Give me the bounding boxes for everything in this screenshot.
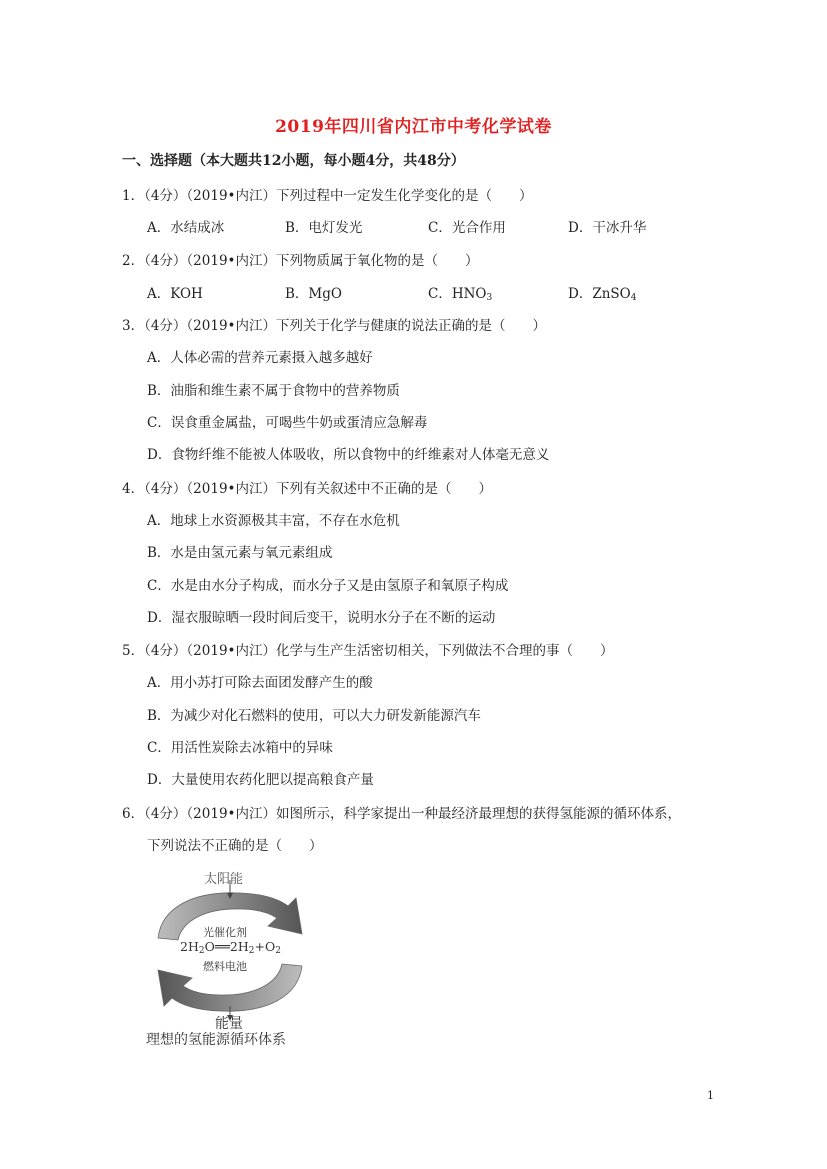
q2-option-c [428,282,492,303]
q4-option-a: A．地球上水资源极其丰富，不存在水危机 [147,513,400,529]
page-title: 2019年四川省内江市中考化学试卷 [275,117,552,137]
figure-caption: 理想的氢能源循环体系 [146,1032,286,1048]
q5-option-a: A．用小苏打可除去面团发酵产生的酸 [147,675,373,691]
section-title: 一、选择题（本大题共12小题，每小题4分，共48分） [122,153,465,169]
q2-option-c-subscript: 3 [486,293,493,303]
question-6-stem: 6．（4分）（2019•内江）如图所示，科学家提出一种最经济最理想的获得氢能源的循环体系， [122,806,681,822]
equation-sub-h2: 2 [248,946,255,956]
q1-option-a: A．水结成冰 [147,220,225,236]
figure-label-catalyst: 光催化剂 [203,926,247,939]
q4-option-d: D．湿衣服晾晒一段时间后变干，说明水分子在不断的运动 [147,610,496,626]
question-6-stem-continued: 下列说法不正确的是（ ） [147,838,323,854]
q4-option-c: C．水是由水分子构成，而水分子又是由氢原子和氧原子构成 [147,578,509,594]
question-2-stem: 2．（4分）（2019•内江）下列物质属于氧化物的是（ ） [122,253,479,269]
q5-option-c: C．用活性炭除去冰箱中的异味 [147,740,333,756]
equation-sub-o2: 2 [275,946,281,956]
figure-label-energy: 能量 [215,1016,243,1032]
q1-option-d: D．干冰升华 [568,220,647,236]
hydrogen-cycle-figure [140,866,320,1046]
q2-option-c-text: C．HNO [428,286,487,302]
question-5-stem: 5．（4分）（2019•内江）化学与生产生活密切相关，下列做法不合理的事（ ） [122,643,614,659]
equation-2h: 2H [180,939,199,954]
q2-option-b: B．MgO [285,286,342,302]
figure-label-fuel-cell: 燃料电池 [203,960,247,973]
q2-option-a: A．KOH [147,286,203,302]
q2-option-d-text: D．ZnSO [568,286,631,302]
q5-option-b: B．为减少对化石燃料的使用，可以大力研发新能源汽车 [147,708,481,724]
equation-o: O [204,939,215,954]
q3-option-c: C．误食重金属盐，可喝些牛奶或蛋清应急解毒 [147,415,428,431]
equation-sub-h2o: 2 [198,946,205,956]
q3-option-b: B．油脂和维生素不属于食物中的营养物质 [147,383,400,399]
equation-2h-product: 2H [229,939,249,954]
page-number: 1 [707,1089,714,1102]
q3-option-a: A．人体必需的营养元素摄入越多越好 [147,350,373,366]
q2-option-d-subscript: 4 [630,293,637,303]
equation-plus-o: +O [254,939,276,954]
figure-label-solar-energy: 太阳能 [204,872,244,887]
q3-option-d: D．食物纤维不能被人体吸收，所以食物中的纤维素对人体毫无意义 [147,447,550,463]
question-1-stem: 1．（4分）（2019•内江）下列过程中一定发生化学变化的是（ ） [122,188,533,204]
figure-equation [180,939,281,956]
question-4-stem: 4．（4分）（2019•内江）下列有关叙述中不正确的是（ ） [122,481,492,497]
q5-option-d: D．大量使用农药化肥以提高粮食产量 [147,772,374,788]
q2-option-d [568,282,636,303]
q4-option-b: B．水是由氢元素与氧元素组成 [147,545,333,561]
q1-option-c: C．光合作用 [428,220,506,236]
equation-equals: ══ [214,939,230,954]
q1-option-b: B．电灯发光 [285,220,363,236]
question-3-stem: 3．（4分）（2019•内江）下列关于化学与健康的说法正确的是（ ） [122,318,546,334]
